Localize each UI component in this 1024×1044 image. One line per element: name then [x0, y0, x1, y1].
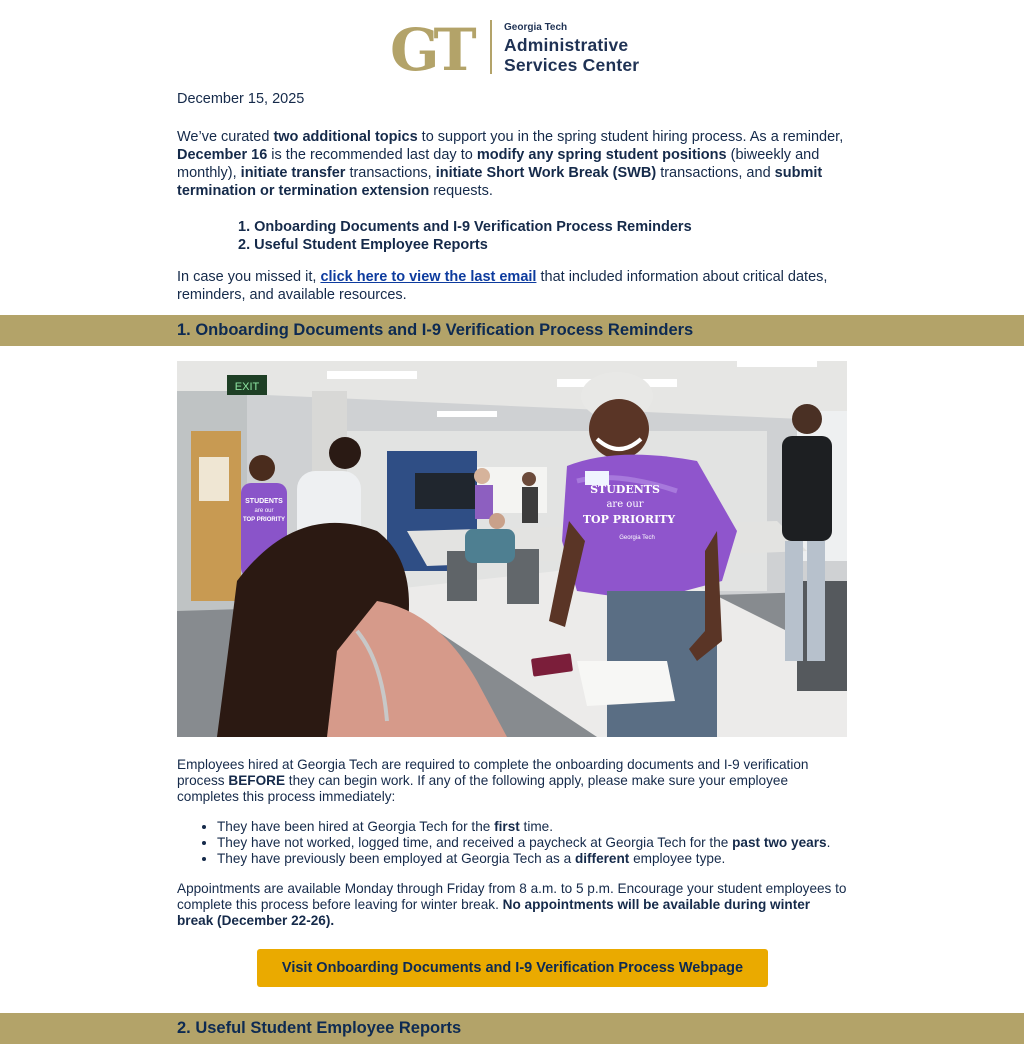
intro-paragraph: We’ve curated two additional topics to support you in the spring student hiring process. As a reminder, December 16 is the recommended last day to modify any spring student positions (biweekly and monthly), initiate transfer transactions, initiate Short Work Break (SWB) transactions, and submit termination or termination extension requests.	[177, 129, 844, 199]
section-1-header	[0, 315, 1024, 346]
svg-text:TOP PRIORITY: TOP PRIORITY	[582, 513, 676, 526]
last-email-link[interactable]: click here to view the last email	[320, 269, 537, 285]
list-item: • They have not worked, logged time, and received a paycheck at Georgia Tech for the past two years.	[217, 835, 849, 851]
onboarding-photo	[177, 361, 847, 737]
section-2-title: 2. Useful Student Employee Reports	[177, 1019, 462, 1037]
logo-line-2: Services Center	[504, 55, 640, 75]
conditions-list	[177, 819, 849, 867]
svg-text:STUDENTS: STUDENTS	[245, 498, 283, 505]
section-1-title: 1. Onboarding Documents and I-9 Verification Process Reminders	[177, 321, 694, 339]
section-2-header	[0, 1013, 1024, 1044]
requirement-paragraph: Employees hired at Georgia Tech are required to complete the onboarding documents and I-9 verification process BEFORE they can begin work. If any of the following apply, please make sure your employee completes this process immediately:	[177, 757, 809, 804]
logo-divider	[490, 20, 492, 74]
logo-line-1: Administrative	[504, 35, 629, 55]
visit-onboarding-webpage-button[interactable]: Visit Onboarding Documents and I-9 Verification Process Webpage	[257, 949, 768, 987]
svg-text:GT: GT	[390, 18, 471, 76]
svg-text:are our: are our	[606, 499, 644, 510]
svg-text:STUDENTS: STUDENTS	[590, 483, 660, 496]
list-item: • They have been hired at Georgia Tech for the first time.	[217, 819, 849, 835]
topics-list	[177, 218, 849, 254]
topic-item[interactable]: 1. Onboarding Documents and I-9 Verification Process Reminders	[238, 219, 692, 235]
header-logo	[390, 18, 650, 78]
topic-item[interactable]: 2. Useful Student Employee Reports	[238, 237, 488, 253]
missed-email-paragraph: In case you missed it, click here to view the last email that included information about critical dates, reminders, and available resources.	[177, 269, 828, 303]
svg-text:EXIT: EXIT	[234, 381, 260, 393]
email-date: December 15, 2025	[177, 91, 305, 107]
svg-text:Georgia Tech: Georgia Tech	[619, 535, 655, 541]
gt-logo-mark	[390, 18, 482, 76]
svg-text:are our: are our	[254, 508, 274, 514]
appointments-paragraph: Appointments are available Monday through Friday from 8 a.m. to 5 p.m. Encourage your student employees to complete this process before leaving for winter break. No appointments will be available during winter break (December 22-26).	[177, 881, 847, 928]
list-item: • They have previously been employed at Georgia Tech as a different employee type.	[217, 851, 849, 867]
svg-text:TOP PRIORITY: TOP PRIORITY	[242, 517, 286, 523]
logo-org: Georgia Tech	[504, 22, 568, 33]
